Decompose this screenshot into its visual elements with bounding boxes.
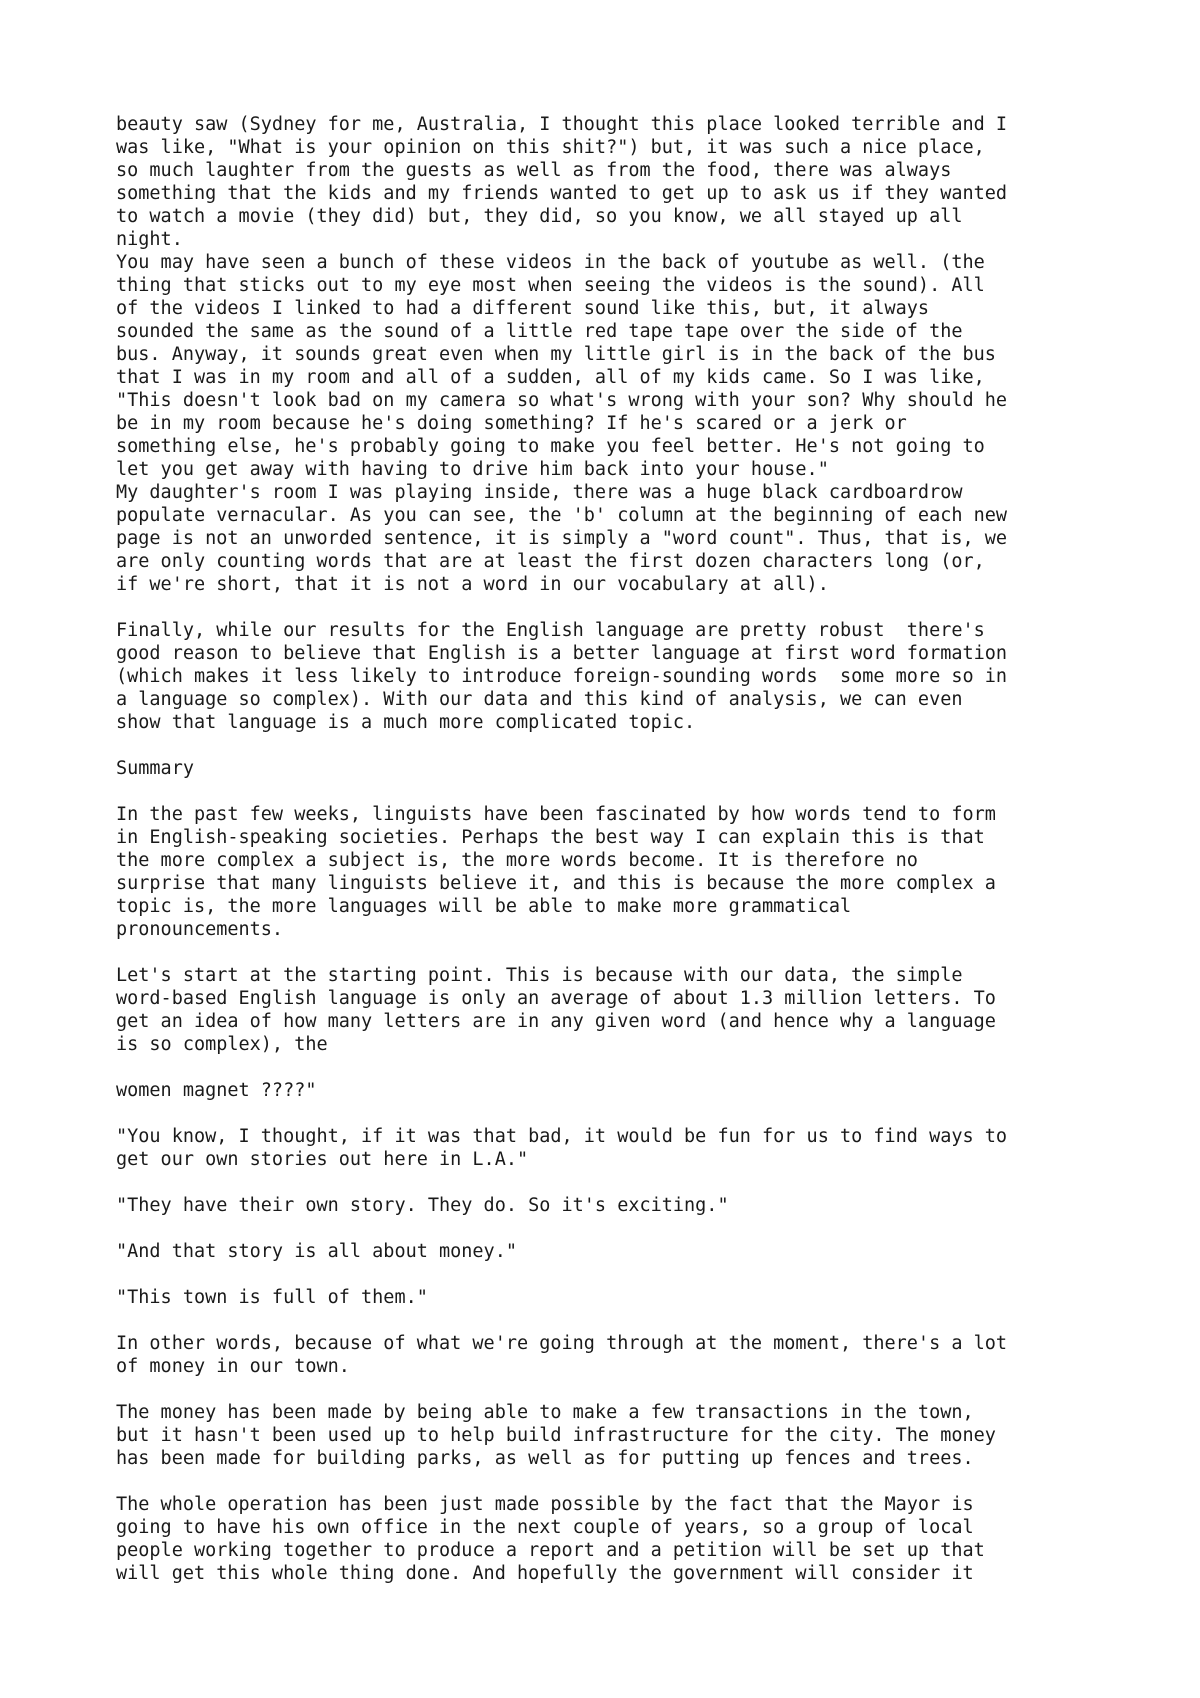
paragraph-spacer [116,1171,1116,1194]
text-line: if we're short, that it is not a word in our vocabulary at all). [116,574,829,595]
text-line: thing that sticks out to my eye most when seeing the videos is the sound). All [116,275,985,296]
text-line: The whole operation has been just made possible by the fact that the Mayor is [116,1494,974,1515]
text-line: women magnet ????" [116,1080,317,1101]
text-line: get our own stories out here in L.A." [116,1149,529,1170]
text-line: My daughter's room I was playing inside, there was a huge black cardboardrow [116,482,963,503]
paragraph [116,1079,1116,1102]
text-line: surprise that many linguists believe it, and this is because the more complex a [116,873,996,894]
text-line: night. [116,229,183,250]
text-line: In other words, because of what we're going through at the moment, there's a lot [116,1333,1008,1354]
text-line: (which makes it less likely to introduce foreign-sounding words some more so in [116,666,1008,687]
paragraph-spacer [116,1217,1116,1240]
text-line: that I was in my room and all of a sudden, all of my kids came. So I was like, [116,367,985,388]
text-line: "They have their own story. They do. So it's exciting." [116,1195,729,1216]
paragraph [116,1332,1116,1378]
text-line: to watch a movie (they did) but, they did, so you know, we all stayed up all [116,206,963,227]
paragraph-spacer [116,1056,1116,1079]
paragraph-spacer [116,941,1116,964]
paragraph [116,1194,1116,1217]
text-line: going to have his own office in the next couple of years, so a group of local [116,1517,974,1538]
paragraph-spacer [116,780,1116,803]
text-line: something that the kids and my friends wanted to get up to ask us if they wanted [116,183,1008,204]
text-line: has been made for building parks, as well as for putting up fences and trees. [116,1448,974,1469]
text-line: people working together to produce a report and a petition will be set up that [116,1540,985,1561]
text-line: "And that story is all about money." [116,1241,517,1262]
paragraph [116,1125,1116,1171]
paragraph [116,113,1116,596]
text-line: was like, "What is your opinion on this shit?") but, it was such a nice place, [116,137,985,158]
text-line: something else, he's probably going to make you feel better. He's not going to [116,436,985,457]
text-line: be in my room because he's doing something? If he's scared or a jerk or [116,413,907,434]
text-line: "This doesn't look bad on my camera so what's wrong with your son? Why should he [116,390,1008,411]
text-line: pronouncements. [116,919,284,940]
document-page [116,113,1116,1585]
text-line: sounded the same as the sound of a little red tape tape over the side of the [116,321,963,342]
paragraph-spacer [116,1309,1116,1332]
text-line: page is not an unworded sentence, it is simply a "word count". Thus, that is, we [116,528,1008,549]
paragraph-spacer [116,734,1116,757]
text-line: "This town is full of them." [116,1287,428,1308]
text-line: of the videos I linked to had a different sound like this, but, it always [116,298,930,319]
text-line: You may have seen a bunch of these videos in the back of youtube as well. (the [116,252,985,273]
text-line: is so complex), the [116,1034,328,1055]
paragraph-spacer [116,1263,1116,1286]
paragraph [116,1493,1116,1585]
text-line: topic is, the more languages will be able to make more grammatical [116,896,852,917]
text-line: The money has been made by being able to make a few transactions in the town, [116,1402,974,1423]
text-line: bus. Anyway, it sounds great even when my little girl is in the back of the bus [116,344,996,365]
text-line: good reason to believe that English is a better language at first word formation [116,643,1008,664]
text-line: In the past few weeks, linguists have been fascinated by how words tend to form [116,804,996,825]
paragraph [116,1286,1116,1309]
text-line: so much laughter from the guests as well as from the food, there was always [116,160,952,181]
paragraph-spacer [116,1470,1116,1493]
paragraph-spacer [116,596,1116,619]
text-line: are only counting words that are at least the first dozen characters long (or, [116,551,985,572]
text-line: let you get away with having to drive him back into your house." [116,459,829,480]
paragraph [116,1401,1116,1470]
text-line: Summary [116,758,194,779]
text-line: the more complex a subject is, the more words become. It is therefore no [116,850,918,871]
text-line: but it hasn't been used up to help build infrastructure for the city. The money [116,1425,996,1446]
text-line: a language so complex). With our data and this kind of analysis, we can even [116,689,963,710]
text-line: of money in our town. [116,1356,350,1377]
text-line: get an idea of how many letters are in any given word (and hence why a language [116,1011,996,1032]
paragraph [116,619,1116,734]
text-line: word-based English language is only an average of about 1.3 million letters. To [116,988,996,1009]
text-line: in English-speaking societies. Perhaps the best way I can explain this is that [116,827,985,848]
paragraph-spacer [116,1102,1116,1125]
text-line: beauty saw (Sydney for me, Australia, I thought this place looked terrible and I [116,114,1008,135]
text-line: will get this whole thing done. And hopefully the government will consider it [116,1563,974,1584]
text-line: "You know, I thought, if it was that bad, it would be fun for us to find ways to [116,1126,1008,1147]
text-line: show that language is a much more complicated topic. [116,712,696,733]
paragraph [116,803,1116,941]
paragraph [116,964,1116,1056]
text-line: Finally, while our results for the English language are pretty robust there's [116,620,985,641]
text-line: Let's start at the starting point. This is because with our data, the simple [116,965,963,986]
paragraph [116,1240,1116,1263]
paragraph-spacer [116,1378,1116,1401]
text-line: populate vernacular. As you can see, the 'b' column at the beginning of each new [116,505,1008,526]
paragraph [116,757,1116,780]
